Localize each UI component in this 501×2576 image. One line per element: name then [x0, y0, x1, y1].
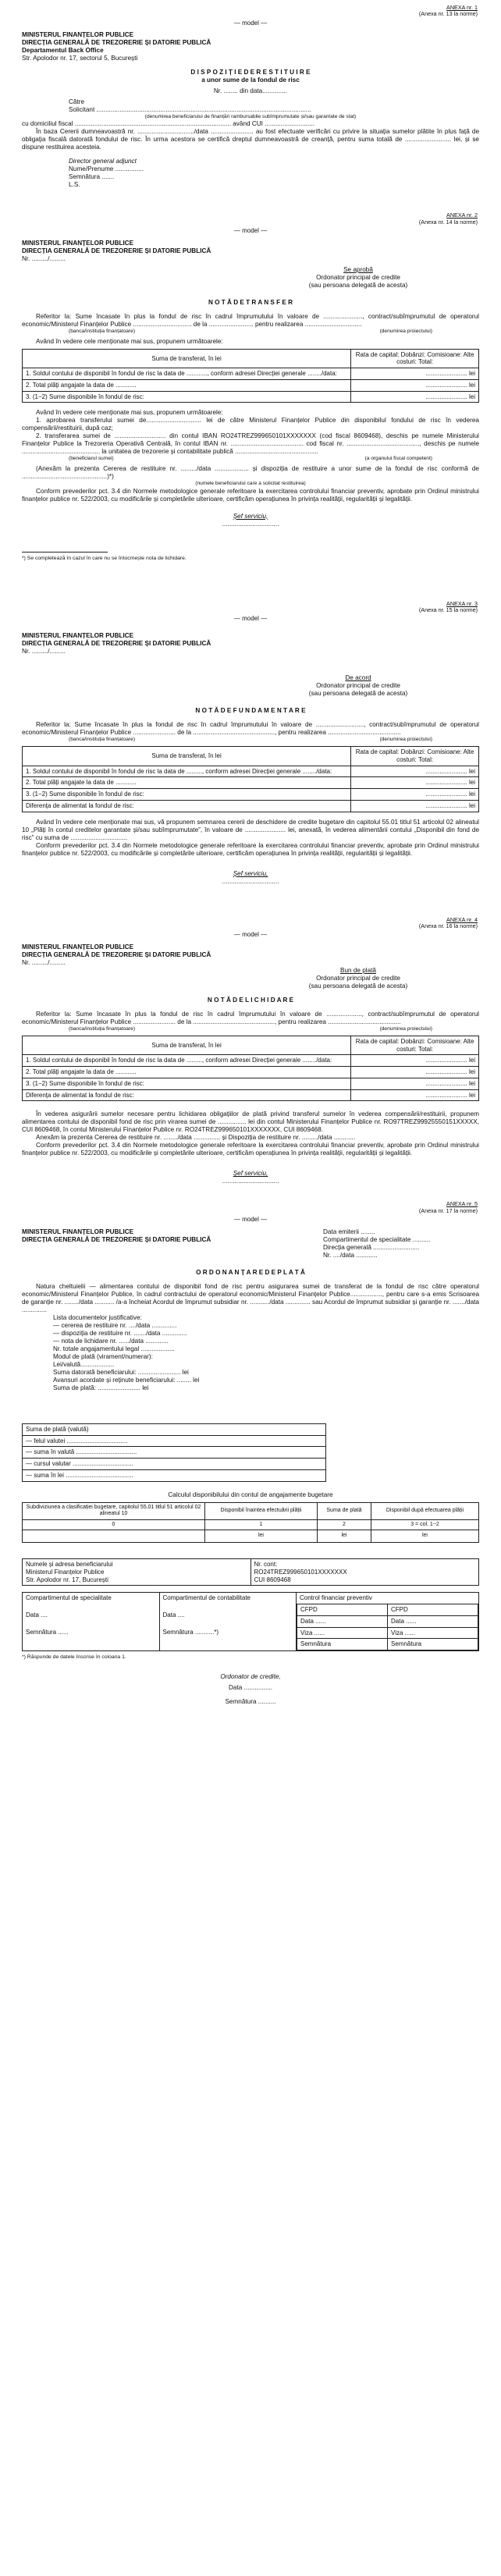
- note: (denumirea proiectului): [379, 737, 432, 743]
- header-line: MINISTERUL FINANȚELOR PUBLICE: [22, 1228, 134, 1235]
- date-field: Data ....: [26, 1611, 48, 1619]
- model-separator: — model —: [233, 226, 268, 234]
- accounting-cell: [159, 1593, 297, 1651]
- signature-line: ................................: [222, 877, 279, 885]
- list-item: Avansuri acordate și reținute beneficiarului: ........ lei: [53, 1376, 200, 1384]
- header-line: MINISTERUL FINANȚELOR PUBLICE: [22, 31, 134, 39]
- annex-label: [22, 917, 478, 930]
- annex-ref: (Anexa nr. 16 la norme): [418, 922, 478, 929]
- account-cell: [250, 1559, 479, 1586]
- paragraph: (Anexăm la prezenta Cererea de restituire nr. ........./data ................... și dispoziția de restituire a unor sume de la fondul de risc conformă de ................................................)*): [22, 465, 479, 481]
- table-header: Suma de transferat, în lei: [23, 1036, 351, 1055]
- director-name: Nume/Prenume ................: [69, 165, 144, 173]
- table-cell: ........................ lei: [351, 391, 479, 403]
- table-row: [23, 789, 479, 801]
- lichidare-table: [22, 1036, 479, 1102]
- beneficiary-cell: [23, 1559, 251, 1586]
- header-line: MINISTERUL FINANȚELOR PUBLICE: [22, 239, 134, 247]
- table-cell: 1. Soldul contului de disponibil în fondul de risc la data de ........., conform adresei Direcției generale ......../data:: [23, 766, 351, 777]
- ordonator-title: Ordonator de credite,: [220, 1673, 281, 1681]
- annex-number: ANEXA nr. 1: [446, 4, 478, 11]
- header-line: MINISTERUL FINANȚELOR PUBLICE: [22, 943, 134, 950]
- table-cell: ........................ lei: [351, 1067, 479, 1078]
- signature-title: Șef serviciu,: [233, 869, 268, 877]
- table-cell: 3. (1−2) Sume disponibile în fondul de risc:: [23, 789, 351, 801]
- approval-block: [268, 967, 448, 990]
- intro-notes: [22, 1026, 479, 1032]
- director-title: Director general adjunct: [69, 158, 137, 165]
- annex-label: [22, 1201, 478, 1214]
- list-item: Modul de plată (virament/numerar):: [53, 1352, 153, 1360]
- detail-line: Compartimentul de specialitate ..........: [323, 1235, 431, 1243]
- table-cell: 1. Soldul contului de disponibil în fondul de risc la data de ........., conform adresei Direcției generale ......../data:: [23, 1055, 351, 1067]
- beneficiary-table: [22, 1558, 479, 1586]
- cfpd-cell: Data ......: [388, 1615, 478, 1627]
- box-row: — cursul valutar ...................................: [23, 1459, 326, 1470]
- footnote: *) Se completează în cazul în care nu se întocmește nota de lichidare.: [22, 555, 187, 561]
- approval-block: [268, 266, 448, 290]
- approval-title: De acord: [345, 674, 371, 682]
- issue-details: [323, 1228, 479, 1260]
- approval-note: (sau persoana delegată de acesta): [308, 281, 408, 289]
- header-line: DIRECȚIA GENERALĂ DE TREZORERIE ȘI DATORIE PUBLICĂ: [22, 247, 211, 254]
- ordonantare-header: [22, 1228, 479, 1260]
- intro-notes: [22, 329, 479, 335]
- model-separator: — model —: [233, 615, 268, 623]
- annex-number: ANEXA nr. 5: [446, 1200, 478, 1208]
- table-header: Disponibil după efectuarea plății: [371, 1502, 479, 1519]
- domiciliu-field: cu domiciliul fiscal ........................................................................................ având CUI ............................: [22, 120, 314, 128]
- cfpd-grid: [297, 1604, 478, 1650]
- signature-title: Șef serviciu,: [233, 512, 268, 520]
- note: (denumirea proiectului): [379, 1025, 432, 1032]
- table-cell: ........................ lei: [351, 800, 479, 812]
- table-header: Subdiviziunea a clasificației bugetare, capitolul 55.01 titlul 51 articolul 02 alineatul 10: [23, 1502, 205, 1519]
- footnote: *) Răspunde de datele înscrise în coloana 1.: [22, 1654, 126, 1661]
- solicitant-field: Solicitant .........................................................................................................................: [69, 106, 311, 114]
- detail-line: Data emiterii ........: [323, 1228, 375, 1235]
- table-header: Rata de capital: Dobânzi: Comisioane: Alte costuri: Total:: [351, 1036, 479, 1055]
- anexa-4-section: [22, 917, 479, 1186]
- cell-title: Compartimentul de specialitate: [26, 1594, 112, 1602]
- table-row: [23, 1055, 479, 1067]
- note: (a organului fiscal competent): [364, 456, 432, 462]
- approval-title: Se aprobă: [343, 265, 373, 273]
- table-cell: ........................ lei: [351, 1055, 479, 1067]
- header-number: Nr. ........./.........: [22, 648, 66, 656]
- header-line: DIRECȚIA GENERALĂ DE TREZORERIE ȘI DATORIE PUBLICĂ: [22, 39, 211, 47]
- account-line: CUI 8609468: [254, 1576, 291, 1583]
- header-line: MINISTERUL FINANȚELOR PUBLICE: [22, 632, 134, 640]
- institution-header: [22, 240, 479, 263]
- seal: L.S.: [69, 181, 80, 189]
- transfer-table: [22, 349, 479, 403]
- cfpd-cell: Semnătura: [297, 1639, 388, 1650]
- approval-block: [268, 674, 448, 698]
- annex-label: [22, 601, 478, 614]
- approval-note: (sau persoana delegată de acesta): [308, 982, 408, 990]
- date-field: Data ....: [162, 1611, 185, 1619]
- beneficiary-line: Str. Apolodor nr. 17, București: [26, 1576, 108, 1583]
- intro-notes: [22, 737, 479, 743]
- annex-ref: (Anexa nr. 13 la norme): [418, 10, 478, 18]
- annex-number: ANEXA nr. 3: [446, 599, 478, 607]
- intro-paragraph: Referitor la: Sume încasate în plus la fondul de risc în cadrul împrumutului în valoare de ..........................., contract/subîmprumutul de operatorul economic/Ministerul Finanțelor Publice ........................ de la .............................................., pentru realizarea .........................................: [22, 721, 479, 737]
- table-cell: 2. Total plăți angajate la data de ............: [23, 379, 351, 391]
- table-row: [23, 777, 479, 789]
- table-header: Suma de plată: [317, 1502, 371, 1519]
- table-cell: 2. Total plăți angajate la data de ............: [23, 1067, 351, 1078]
- header-address: Str. Apolodor nr. 17, sectorul 5, București: [22, 55, 138, 62]
- box-row: — suma în lei .......................................: [23, 1469, 326, 1481]
- calc-table: [22, 1502, 479, 1544]
- recipient-label: Către: [69, 98, 85, 106]
- cfpd-cell: Data ......: [297, 1615, 388, 1627]
- intro-paragraph: Referitor la: Sume încasate în plus la fondul de risc în cadrul împrumutului în valoare de ......................, contract/subîmprumutul de operatorul economic/Ministerul Finanțelor Publice ................................. de la ......................... pentru realizarea ................................: [22, 312, 479, 328]
- header-line: DIRECȚIA GENERALĂ DE TREZORERIE ȘI DATORIE PUBLICĂ: [22, 1235, 211, 1243]
- model-separator: — model —: [233, 931, 268, 939]
- cfpd-cell: Semnătura: [388, 1639, 478, 1650]
- payment-currency-box: [22, 1423, 326, 1482]
- cfpd-cell: CFPD: [297, 1604, 388, 1616]
- anexa-3-section: [22, 601, 479, 886]
- list-item: — dispoziția de restituire nr. ......./data ..............: [53, 1329, 187, 1337]
- detail-line: Nr. ..../data ............: [323, 1251, 378, 1259]
- justification-list: [53, 1314, 479, 1392]
- table-cell: lei: [317, 1530, 371, 1543]
- table-cell: 2: [317, 1519, 371, 1530]
- table-row: [23, 1067, 479, 1078]
- table-cell: 1. Soldul contului de disponibil în fondul de risc la data de ............, conform adresei Direcției generale ......../data:: [23, 368, 351, 380]
- annex-ref: (Anexa nr. 14 la norme): [418, 218, 478, 226]
- cell-title: Compartimentul de contabilitate: [162, 1594, 251, 1602]
- paragraph: 2. transferarea sumei de ............................. din contul IBAN RO24TREZ999650101XXXXXXX (cod fiscal 8609468), deschis pe numele Ministerului Finanțelor Publice la Trezoreria Operativă Centrală, în contul IBAN nr. ......................................... cod fiscal nr. ........................................., deschis pe numele ............................................ la unitatea de trezorerie și contabilitate publică ...............................................: [22, 432, 479, 456]
- table-row: [23, 391, 479, 403]
- model-separator: — model —: [233, 1216, 268, 1224]
- table-row: [23, 1089, 479, 1101]
- table-row: [23, 368, 479, 380]
- signature-line: ................................: [222, 520, 279, 528]
- annex-number: ANEXA nr. 4: [446, 915, 478, 923]
- signature-line: ................................: [222, 1178, 279, 1185]
- table-cell: Diferența de alimentat la fondul de risc:: [23, 1089, 351, 1101]
- document-subtitle: a unor sume de la fondul de risc: [201, 76, 300, 84]
- annex-number: ANEXA nr. 2: [446, 211, 478, 219]
- table-cell: 3 = col. 1−2: [371, 1519, 479, 1530]
- table-cell: 1: [205, 1519, 318, 1530]
- table-cell: 3. (1−2) Sume disponibile în fondul de risc:: [23, 1078, 351, 1089]
- calc-title: Calculul disponibilului din contul de angajamente bugetare: [168, 1491, 333, 1498]
- cell-title: Control financiar preventiv: [300, 1594, 372, 1602]
- paragraph-note: (numele beneficiarului care a solicitat restituirea): [195, 481, 306, 487]
- anexa-1-section: [22, 5, 479, 189]
- table-cell: 3. (1−2) Sume disponibile în fondul de risc:: [23, 391, 351, 403]
- paragraph: Conform prevederilor pct. 3.4 din Normele metodologice generale referitoare la exercitarea controlului financiar preventiv, aprobate prin Ordinul ministrului finanțelor publice nr. 522/2003, cu modificările și completările ulterioare, certificăm operațiunea în privința realității, regularității și legalității.: [22, 1142, 479, 1157]
- director-signature: Semnătura .......: [69, 173, 115, 181]
- annex-ref: (Anexa nr. 17 la norme): [418, 1206, 478, 1214]
- table-cell: [23, 1530, 205, 1543]
- signatures-table: [22, 1592, 479, 1651]
- note: (denumirea proiectului): [379, 328, 432, 334]
- intro-paragraph: Natura cheltuielii — alimentarea contului de disponibil fond de risc pentru asigurarea sumei de transferat de la fondul de risc către operatorul economic/Ministerul Finanțelor Publice, în cadrul contractului de operatorul economic/Ministerul Finanțelor Publice.................., pentru care s-a emis Scrisoarea de garanție nr. ......../data ........... /a-a încheiat Acordul de împrumut subsidiar nr. .........../data .............. sau Acordul de împrumut subsidiar și garanție nr. ......./data ..............: [22, 1282, 479, 1313]
- box-row: Suma de plată (valută): [23, 1423, 326, 1435]
- table-cell: ........................ lei: [351, 379, 479, 391]
- table-cell: ........................ lei: [351, 777, 479, 789]
- table-cell: Diferența de alimentat la fondul de risc:: [23, 800, 351, 812]
- table-row: [23, 1078, 479, 1089]
- header-number: Nr. ........./.........: [22, 254, 66, 262]
- signature-field: Semnătura ......: [26, 1628, 69, 1636]
- table-header: Suma de transferat, în lei: [23, 349, 351, 368]
- header-line: Departamentul Back Office: [22, 47, 104, 55]
- approval-role: Ordonator principal de credite: [316, 682, 400, 690]
- beneficiary-line: Numele și adresa beneficiarului: [26, 1561, 113, 1569]
- box-row: — suma în valută ...................................: [23, 1447, 326, 1459]
- table-cell: ........................ lei: [351, 368, 479, 380]
- table-cell: 0: [23, 1519, 205, 1530]
- model-separator: — model —: [233, 19, 268, 27]
- table-header: Rata de capital: Dobânzi: Comisioane: Alte costuri: Total:: [351, 349, 479, 368]
- note: (beneficiarul sumei): [69, 456, 114, 462]
- detail-line: Direcția generală ..........................: [323, 1243, 420, 1251]
- cfpd-cell: Viza ......: [388, 1627, 478, 1639]
- document-title: N O T Ă D E L I C H I D A R E: [207, 996, 294, 1004]
- institution-header: [22, 632, 479, 656]
- table-row: [23, 1530, 479, 1543]
- table-cell: 2. Total plăți angajate la data de ............: [23, 777, 351, 789]
- document-title: D I S P O Z I Ț I E D E R E S T I T U I R E: [190, 69, 311, 76]
- document-number: Nr. ........ din data..............: [213, 87, 288, 95]
- table-cell: ........................ lei: [351, 766, 479, 777]
- list-item: Suma datorată beneficiarului: ........................ lei: [53, 1368, 189, 1376]
- paragraph: Conform prevederilor pct. 3.4 din Normele metodologice generale referitoare la exercitarea controlului financiar preventiv, aprobate prin Ordinul ministrului finanțelor publice nr. 522/2003, cu modificările și completările ulterioare, certificăm operațiunea în privința realității, regularității și legalității.: [22, 841, 479, 857]
- list-item: — nota de lichidare nr. ....../data .............: [53, 1337, 169, 1345]
- fundamentare-table: [22, 746, 479, 812]
- header-number: Nr. ........./.........: [22, 958, 66, 966]
- beneficiary-line: Ministerul Finanțelor Publice: [26, 1568, 105, 1576]
- institution-header: [22, 1228, 211, 1260]
- list-item: Suma de plată: ........................ lei: [53, 1384, 149, 1391]
- signature-title: Șef serviciu,: [233, 1170, 268, 1178]
- anexa-2-section: [22, 212, 479, 561]
- institution-header: [22, 943, 479, 967]
- list-item: Lei/valută...................: [53, 1360, 115, 1368]
- cfp-cell: [297, 1593, 479, 1651]
- paragraph-notes: [22, 456, 479, 462]
- header-line: DIRECȚIA GENERALĂ DE TREZORERIE ȘI DATORIE PUBLICĂ: [22, 950, 211, 958]
- anexa-5-section: [22, 1201, 479, 1706]
- cfpd-cell: CFPD: [388, 1604, 478, 1616]
- paragraph: Conform prevederilor pct. 3.4 din Normele metodologice generale referitoare la exercitarea controlului financiar preventiv, aprobate prin Ordinul ministrului finanțelor publice nr. 522/2003, cu modificările și completările ulterioare, certificăm operațiunea în privința realității, regularității și legalității.: [22, 487, 479, 503]
- propose-line: Având în vedere cele menționate mai sus, propunem următoarele:: [36, 337, 223, 345]
- list-item: Nr. totale angajamentului legal ...................: [53, 1345, 175, 1352]
- paragraph: Având în vedere cele menționate mai sus, vă propunem semnarea cererii de deschidere de credite bugetare din capitolul 55.01 titlul 51 articolul 02 alineatul 10 „Plăți în contul creditelor garantate și/sau subîmprumutate”, în valoare de ....................... lei, anexată, în vederea alimentării contului „Disponibil din fond de risc” cu suma de ................................: [22, 818, 479, 841]
- table-row: [23, 766, 479, 777]
- list-item: Lista documentelor justificative:: [53, 1313, 142, 1321]
- approval-note: (sau persoana delegată de acesta): [308, 690, 408, 698]
- intro-paragraph: Referitor la: Sume încasate în plus la fondul de risc în cadrul împrumutului în valoare de ...................., contract/subîmprumutul de operatorul economic/Ministerul Finanțelor Publice ........................ de la .............................................., pentru realizarea .........................................: [22, 1010, 479, 1025]
- solicitant-note: (denumirea beneficiarului de finanțări rambursabile subîmprumutate și/sau garantate de stat): [144, 114, 357, 120]
- table-header: Disponibil înaintea efectuării plății: [205, 1502, 318, 1519]
- specialty-cell: [23, 1593, 160, 1651]
- signature-field: Semnătura ...........*): [162, 1628, 219, 1636]
- institution-header: [22, 31, 479, 62]
- paragraph: În vederea asigurării sumelor necesare pentru lichidarea obligațiilor de plată privind transferul sumelor în vederea compensării/restituirii, propunem alimentarea contului de disponibil fond de risc prin virarea sumei de ................ lei din contul Ministerului Finanțelor Publice nr. RO97TREZ99925550151XXXXX, CUI 8609468, în contul Ministerului Finanțelor Publice nr. RO24TREZ999650101XXXXXXX, CUI 8609468.: [22, 1110, 479, 1134]
- note: (banca/instituția finanțatoare): [69, 328, 136, 334]
- footnote-divider: [22, 552, 108, 553]
- account-line: Nr. cont:: [254, 1561, 278, 1569]
- table-cell: ........................ lei: [351, 1089, 479, 1101]
- approval-title: Bun de plată: [340, 966, 376, 974]
- cfpd-cell: Viza ......: [297, 1627, 388, 1639]
- account-line: RO24TREZ999650101XXXXXXX: [254, 1568, 347, 1576]
- approval-role: Ordonator principal de credite: [316, 974, 400, 982]
- table-row: [23, 800, 479, 812]
- note: (banca/instituția finanțatoare): [69, 1025, 136, 1032]
- header-line: DIRECȚIA GENERALĂ DE TREZORERIE ȘI DATORIE PUBLICĂ: [22, 640, 211, 648]
- table-row: [23, 379, 479, 391]
- box-row: — felul valutei ...................................: [23, 1435, 326, 1447]
- ordonator-signature: Semnătura ..........: [225, 1698, 276, 1706]
- table-header: Rata de capital: Dobânzi: Comisioane: Alte costuri: Total:: [351, 747, 479, 766]
- list-item: — cererea de restituire nr. ..../data ..............: [53, 1321, 177, 1329]
- annex-ref: (Anexa nr. 15 la norme): [418, 606, 478, 614]
- table-row: [23, 1519, 479, 1530]
- document-title: O R D O N A N Ț A R E D E P L A T Ă: [196, 1268, 305, 1276]
- annex-label: [22, 212, 478, 226]
- approval-role: Ordonator principal de credite: [316, 273, 400, 281]
- table-cell: ........................ lei: [351, 789, 479, 801]
- table-cell: lei: [371, 1530, 479, 1543]
- table-header: Suma de transferat, în lei: [23, 747, 351, 766]
- paragraph: Anexăm la prezenta Cererea de restituire nr. ......../data ............... și Dispoziția de restituire nr. ........./data ............: [36, 1134, 356, 1142]
- table-cell: ........................ lei: [351, 1078, 479, 1089]
- ordonator-date: Data ................: [229, 1684, 272, 1692]
- annex-label: [22, 5, 478, 18]
- note: (banca/instituția finanțatoare): [69, 737, 136, 743]
- document-title: N O T Ă D E T R A N S F E R: [208, 298, 293, 306]
- document-title: N O T Ă D E F U N D A M E N T A R E: [195, 707, 306, 715]
- body-paragraph: În baza Cererii dumneavoastră nr. ................................/data ........................ au fost efectuate verificări cu privire la situația sumelor plătite în plus față de obligația fiscală datorată fondului de risc. În urma acestora se certifică dreptul dumneavoastră de creanță, pentru suma totală de .......................... lei, și se dispune restituirea acesteia.: [22, 128, 479, 151]
- paragraph: 1. aprobarea transferului sumei de............................... lei de către Ministerul Finanțelor Publice din disponibilul fondului de risc în vederea compensării/restituirii, după caz;: [22, 417, 479, 432]
- table-cell: lei: [205, 1530, 318, 1543]
- paragraph: Având în vedere cele menționate mai sus, propunem următoarele:: [36, 409, 223, 417]
